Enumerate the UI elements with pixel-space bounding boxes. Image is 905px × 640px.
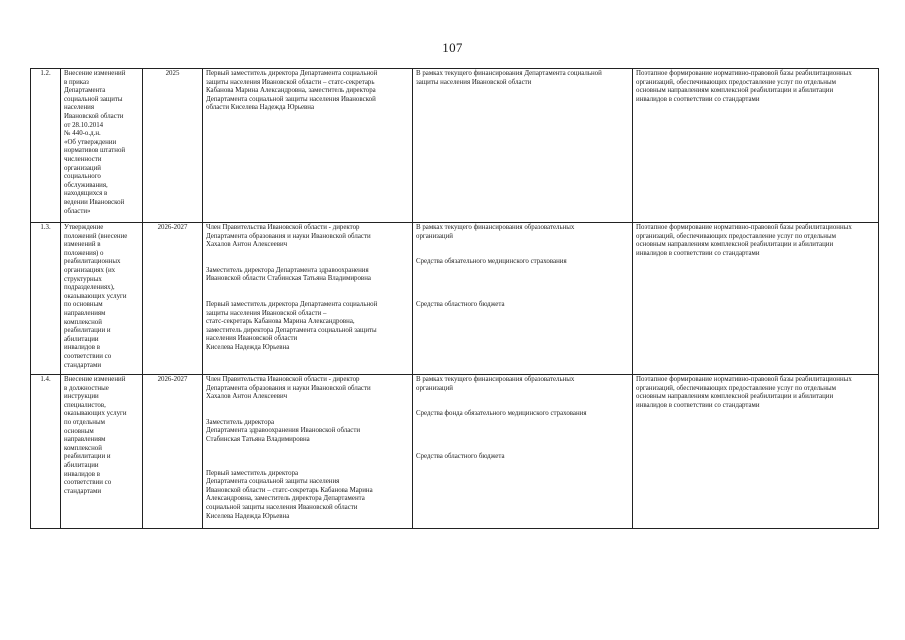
executor-text: Заместитель директора Департамента здравоохранения Ивановской области Стабинская Татьяна Владимировна — [206, 418, 361, 443]
financing-text: Средства фонда обязательного медицинского страхования — [416, 410, 587, 418]
measure-text: Внесение изменений в приказ Департамента социальной защиты населения Ивановской области от 28.10.2014 № 440-о.д.н. «Об утверждении нормативов штатной численности организаций социального обслуживания, находящихся в ведении Ивановской области» — [64, 70, 126, 215]
financing-text: В рамках текущего финансирования образовательных организаций — [416, 224, 575, 240]
period-cell: 2025 — [143, 69, 203, 223]
executor-text: Первый заместитель директора Департамента социальной защиты населения Ивановской области – статс-секретарь Кабанова Марина Александровна, заместитель директора Департамента социальной защиты населения Ивановской области Киселева Надежда Юрьевна — [206, 469, 373, 520]
table-row — [31, 375, 879, 529]
executor-text: Первый заместитель директора Департамента социальной защиты населения Ивановской области – статс-секретарь Кабанова Марина Александровна, заместитель директора Департамента социальной защиты населения Ивановской области Киселева Надежда Юрьевна — [206, 300, 378, 351]
financing-text: В рамках текущего финансирования Департамента социальной защиты населения Ивановской области — [416, 70, 602, 86]
result-cell — [633, 223, 879, 375]
executors-cell — [203, 375, 413, 529]
result-cell — [633, 375, 879, 529]
executor-text: Член Правительства Ивановской области - директор Департамента образования и науки Ивановской области Хахалов Антон Алексеевич — [206, 376, 371, 401]
financing-cell — [413, 375, 633, 529]
row-number: 1.3. — [31, 223, 61, 375]
measures-table — [30, 68, 879, 529]
executors-cell — [203, 223, 413, 375]
result-text: Поэтапное формирование нормативно-правовой базы реабилитационных организаций, обеспечивающих предоставление услуг по отдельным основным направлениям комплексной реабилитации и абилитации инвалидов в соответствии со стандартами — [636, 70, 852, 103]
financing-text: Средства обязательного медицинского страхования — [416, 258, 567, 266]
executors-cell — [203, 69, 413, 223]
financing-cell — [413, 69, 633, 223]
page-number: 107 — [442, 40, 463, 55]
table-row — [31, 223, 879, 375]
financing-cell — [413, 223, 633, 375]
period-cell: 2026-2027 — [143, 223, 203, 375]
result-text: Поэтапное формирование нормативно-правовой базы реабилитационных организаций, обеспечивающих предоставление услуг по отдельным основным направлениям комплексной реабилитации и абилитации инвалидов в соответствии со стандартами — [636, 376, 852, 409]
result-text: Поэтапное формирование нормативно-правовой базы реабилитационных организаций, обеспечивающих предоставление услуг по отдельным основным направлениям комплексной реабилитации и абилитации инвалидов в соответствии со стандартами — [636, 224, 852, 257]
measure-text: Внесение изменений в должностные инструкции специалистов, оказывающих услуги по отдельным основным направлениям комплексной реабилитации и абилитации инвалидов в соответствии со стандартами — [64, 376, 127, 495]
financing-text: В рамках текущего финансирования образовательных организаций — [416, 376, 575, 392]
financing-text: Средства областного бюджета — [416, 452, 505, 460]
measure-text: Утверждение положений (внесение изменений в положения) о реабилитационных организациях (их структурных подразделениях), оказывающих услуги по основным направлениям комплексной реабилитации и абилитации инвалидов в соответствии со стандартами — [64, 224, 128, 369]
measure-cell — [61, 375, 143, 529]
row-number: 1.4. — [31, 375, 61, 529]
executor-text: Заместитель директора Департамента здравоохранения Ивановской области Стабинская Татьяна Владимировна — [206, 266, 371, 283]
executor-text: Первый заместитель директора Департамента социальной защиты населения Ивановской области – статс-секретарь Кабанова Марина Александровна, заместитель директора Департамента социальной защиты населения Ивановской области Киселева Надежда Юрьевна — [206, 70, 378, 112]
measure-cell — [61, 69, 143, 223]
executor-text: Член Правительства Ивановской области - директор Департамента образования и науки Ивановской области Хахалов Антон Алексеевич — [206, 224, 371, 249]
financing-text: Средства областного бюджета — [416, 300, 505, 308]
table-row — [31, 69, 879, 223]
period-cell: 2026-2027 — [143, 375, 203, 529]
result-cell — [633, 69, 879, 223]
measure-cell — [61, 223, 143, 375]
row-number: 1.2. — [31, 69, 61, 223]
